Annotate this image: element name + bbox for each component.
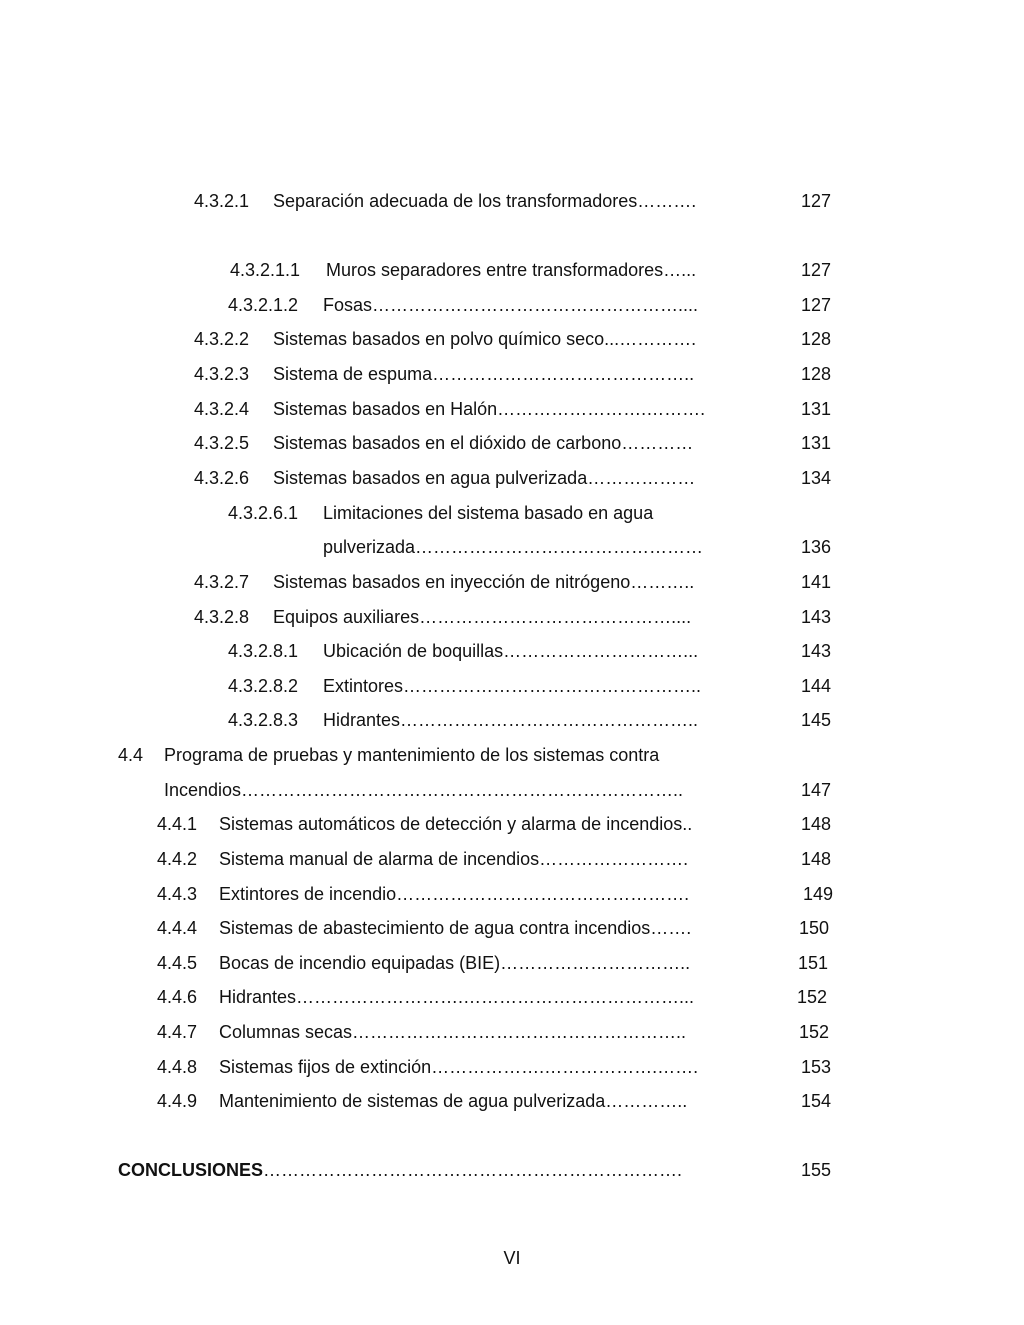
toc-entry-number: 4.3.2.1.1 (230, 260, 301, 280)
toc-entry-page: 148 (800, 849, 831, 869)
toc-entry-number: 4.4.9 (157, 1091, 198, 1111)
toc-entry-page: 153 (800, 1057, 831, 1077)
toc-entry (0, 1089, 1024, 1113)
toc-entry (0, 605, 1024, 629)
toc-entry-title: Fosas…………………………………………….... (323, 295, 699, 315)
toc-entry-title: Sistemas basados en Halón…………………….………. (273, 399, 706, 419)
toc-entry-page: 134 (800, 468, 831, 488)
toc-entry-title: Sistemas fijos de extinción……………….……………….……. (219, 1057, 699, 1077)
toc-entry (0, 466, 1024, 490)
toc-entry-number: 4.3.2.1 (194, 191, 250, 211)
toc-entry-page: 147 (800, 780, 831, 800)
toc-entry-number: 4.3.2.6 (194, 468, 250, 488)
toc-entry-page: 148 (800, 814, 831, 834)
toc-entry-title: Sistemas basados en inyección de nitrógeno……….. (273, 572, 695, 592)
toc-entry (0, 189, 1024, 213)
toc-entry-number: 4.4.8 (157, 1057, 198, 1077)
toc-entry-title: pulverizada………………………………………… (323, 537, 704, 557)
toc-entry-page: 136 (800, 537, 831, 557)
toc-entry-page: 128 (800, 329, 831, 349)
toc-entry (0, 362, 1024, 386)
toc-entry (0, 431, 1024, 455)
toc-entry-page: 127 (800, 260, 831, 280)
toc-entry-title: Hidrantes………………………………………….. (323, 710, 699, 730)
toc-entry (0, 916, 1024, 940)
toc-entry (0, 639, 1024, 663)
toc-entry-page: 131 (800, 399, 831, 419)
conclusions-title: CONCLUSIONES (118, 1160, 264, 1180)
toc-entry-page: 152 (798, 1022, 829, 1042)
toc-entry-title: Hidrantes……………………….………………………………... (219, 987, 695, 1007)
toc-entry-title: Columnas secas……………………………………………….. (219, 1022, 687, 1042)
toc-entry (0, 327, 1024, 351)
toc-entry (0, 708, 1024, 732)
toc-entry-number: 4.3.2.7 (194, 572, 250, 592)
toc-entry-title: Incendios……………………………………………………………….. (164, 780, 684, 800)
toc-entry-title: Sistemas basados en el dióxido de carbono………… (273, 433, 694, 453)
toc-entry-page: 141 (800, 572, 831, 592)
toc-entry (0, 882, 1024, 906)
toc-entry-title: Muros separadores entre transformadores…... (326, 260, 697, 280)
toc-entry-page: 143 (800, 641, 831, 661)
toc-entry-number: 4.4.5 (157, 953, 198, 973)
toc-entry-number: 4.3.2.2 (194, 329, 250, 349)
toc-entry (0, 847, 1024, 871)
toc-entry-page: 144 (800, 676, 831, 696)
toc-entry (0, 1020, 1024, 1044)
toc-entry-title: Sistemas basados en agua pulverizada……………… (273, 468, 696, 488)
toc-entry-page: 127 (800, 295, 831, 315)
toc-entry (0, 258, 1024, 282)
toc-entry-number: 4.4.3 (157, 884, 198, 904)
toc-entry-page: 149 (802, 884, 833, 904)
toc-entry-title: Separación adecuada de los transformadores………. (273, 191, 697, 211)
toc-entry-page: 151 (797, 953, 828, 973)
toc-entry-number: 4.3.2.3 (194, 364, 250, 384)
toc-entry-title: Ubicación de boquillas…………………………... (323, 641, 699, 661)
toc-entry-page: 143 (800, 607, 831, 627)
toc-entry-number: 4.3.2.8.2 (228, 676, 299, 696)
toc-entry (0, 951, 1024, 975)
toc-entry (0, 1055, 1024, 1079)
toc-entry-page: 145 (800, 710, 831, 730)
toc-entry-number: 4.4.6 (157, 987, 198, 1007)
toc-entry-title: Extintores de incendio…………………………………………. (219, 884, 690, 904)
toc-entry-page: 127 (800, 191, 831, 211)
toc-entry-number: 4.4.1 (157, 814, 198, 834)
toc-entry (0, 501, 1024, 525)
toc-entry-number: 4.3.2.8 (194, 607, 250, 627)
toc-entry-page: 152 (796, 987, 827, 1007)
toc-entry-number: 4.3.2.5 (194, 433, 250, 453)
toc-entry-title: Equipos auxiliares…………………………………….... (273, 607, 692, 627)
toc-entry-title: Sistema de espuma…………………………………….. (273, 364, 695, 384)
toc-entry-title: Sistema manual de alarma de incendios……………………. (219, 849, 689, 869)
toc-entry-page: 154 (800, 1091, 831, 1111)
toc-entry-page: 155 (800, 1160, 831, 1180)
toc-entry (0, 674, 1024, 698)
toc-entry-conclusions (0, 1158, 1024, 1182)
toc-entry-continuation (0, 778, 1024, 802)
toc-entry-title: Limitaciones del sistema basado en agua (323, 503, 654, 523)
toc-entry (0, 397, 1024, 421)
toc-entry (0, 743, 1024, 767)
toc-entry-number: 4.4.4 (157, 918, 198, 938)
toc-entry-number: 4.3.2.1.2 (228, 295, 299, 315)
toc-entry-number: 4.4 (118, 745, 144, 765)
toc-entry-page: 131 (800, 433, 831, 453)
toc-entry-number: 4.4.7 (157, 1022, 198, 1042)
toc-entry-continuation (0, 535, 1024, 559)
toc-entry-title: Sistemas basados en polvo químico seco...…………. (273, 329, 697, 349)
toc-entry-number: 4.3.2.4 (194, 399, 250, 419)
toc-entry (0, 570, 1024, 594)
toc-entry-title: Extintores………………………………………….. (323, 676, 702, 696)
conclusions-leader-dots: ……………………………………………………………. (263, 1160, 683, 1180)
toc-entry-page: 150 (798, 918, 829, 938)
toc-entry-title: Bocas de incendio equipadas (BIE)………………………….. (219, 953, 691, 973)
toc-entry (0, 812, 1024, 836)
toc-entry-number: 4.3.2.8.3 (228, 710, 299, 730)
toc-entry-title: Programa de pruebas y mantenimiento de los sistemas contra (164, 745, 660, 765)
page-number: VI (503, 1248, 521, 1268)
toc-entry (0, 985, 1024, 1009)
toc-entry-page: 128 (800, 364, 831, 384)
toc-entry (0, 293, 1024, 317)
toc-entry-number: 4.4.2 (157, 849, 198, 869)
toc-entry-number: 4.3.2.8.1 (228, 641, 299, 661)
toc-entry-title: Mantenimiento de sistemas de agua pulverizada………….. (219, 1091, 688, 1111)
toc-entry-title: Sistemas de abastecimiento de agua contra incendios……. (219, 918, 692, 938)
toc-entry-title: Sistemas automáticos de detección y alarma de incendios.. (219, 814, 693, 834)
toc-entry-number: 4.3.2.6.1 (228, 503, 299, 523)
